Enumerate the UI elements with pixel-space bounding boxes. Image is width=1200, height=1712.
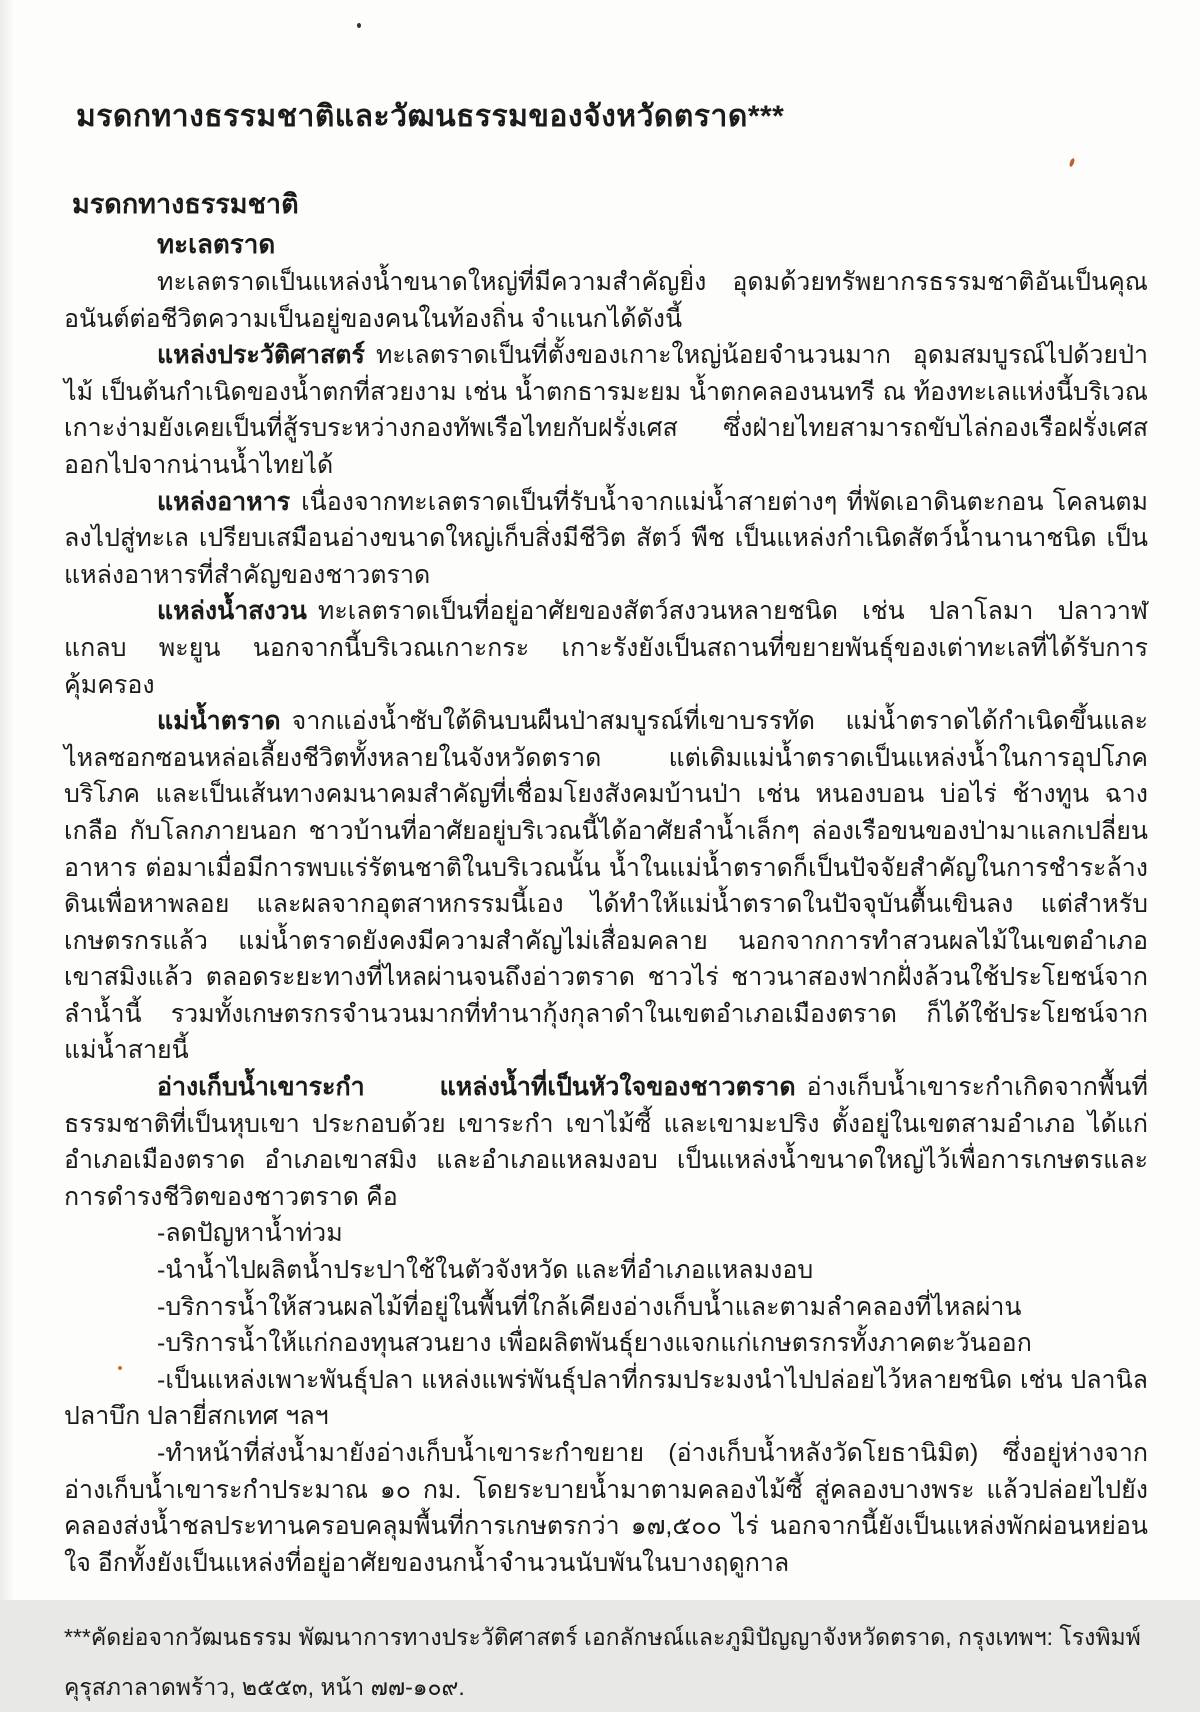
paragraph-lead: แหล่งอาหาร bbox=[157, 487, 291, 516]
scan-edge-shadow bbox=[0, 0, 14, 1600]
paragraph-text: ทะเลตราดเป็นแหล่งน้ำขนาดใหญ่ที่มีความสำคัญยิ่ง อุดมด้วยทรัพยากรธรรมชาติอันเป็นคุณอนันต์ต่อชีวิตความเป็นอยู่ของคนในท้องถิ่น จำแนกได้ดังนี้ bbox=[64, 268, 1148, 333]
paragraph-protected-species bbox=[64, 593, 1148, 703]
list-item-flood-reduction: -ลดปัญหาน้ำท่วม bbox=[157, 1219, 343, 1248]
paragraph-text: อ่างเก็บน้ำเขาระกำเกิดจากพื้นที่ธรรมชาติที่เป็นหุบเขา ประกอบด้วย เขาระกำ เขาไม้ซี้ และเขามะปริง ตั้งอยู่ในเขตสามอำเภอ ได้แก่ อำเภอเมืองตราด อำเภอเขาสมิง และอำเภอแหลมงอบ เป็นแหล่งน้ำขนาดใหญ่ไว้เพื่อการเกษตรและการดำรงชีวิตของชาวตราด คือ bbox=[64, 1073, 1148, 1211]
section-heading-natural-heritage: มรดกทางธรรมชาติ bbox=[72, 189, 299, 219]
paragraph-text: ทะเลตราดเป็นที่อยู่อาศัยของสัตว์สงวนหลายชนิด เช่น ปลาโลมา ปลาวาฬแกลบ พะยูน นอกจากนี้บริเวณเกาะกระ เกาะรังยังเป็นสถานที่ขยายพันธุ์ของเต่าทะเลที่ได้รับการคุ้มครอง bbox=[64, 597, 1148, 699]
paragraph-food-source bbox=[64, 484, 1148, 594]
paragraph-text: ทะเลตราดเป็นที่ตั้งของเกาะใหญ่น้อยจำนวนมาก อุดมสมบูรณ์ไปด้วยป่าไม้ เป็นต้นกำเนิดของน้ำตกที่สวยงาม เช่น น้ำตกธารมะยม น้ำตกคลองนนทรี ณ ท้องทะเลแห่งนี้บริเวณเกาะง่ามยังเคยเป็นที่สู้รบระหว่างกองทัพเรือไทยกับฝรั่งเศส ซึ่งฝ่ายไทยสามารถขับไล่กองเรือฝรั่งเศสออกไปจากน่านน้ำไทยได้ bbox=[64, 341, 1148, 479]
document-title: มรดกทางธรรมชาติและวัฒนธรรมของจังหวัดตราด*** bbox=[76, 100, 785, 133]
source-footnote: ***คัดย่อจากวัฒนธรรม พัฒนาการทางประวัติศาสตร์ เอกลักษณ์และภูมิปัญญาจังหวัดตราด, กรุงเทพฯ: โรงพิมพ์คุรุสภาลาดพร้าว, ๒๕๕๓, หน้า ๗๗-๑๐๙. bbox=[64, 1624, 1141, 1701]
list-item-fish-breeding: -เป็นแหล่งเพาะพันธุ์ปลา แหล่งแพร่พันธุ์ปลาที่กรมประมงนำไปปล่อยไว้หลายชนิด เช่น ปลานิล ปลาบึก ปลายี่สกเทศ ฯลฯ bbox=[64, 1365, 1148, 1431]
list-item-rubber-fund-water: -บริการน้ำให้แก่กองทุนสวนยาง เพื่อผลิตพันธุ์ยางแจกแก่เกษตรกรทั้งภาคตะวันออก bbox=[157, 1329, 1032, 1358]
paragraph-trat-river bbox=[64, 703, 1148, 1069]
list-item-water-transfer: -ทำหน้าที่ส่งน้ำมายังอ่างเก็บน้ำเขาระกำขยาย (อ่างเก็บน้ำหลังวัดโยธานิมิต) ซึ่งอยู่ห่างจากอ่างเก็บน้ำเขาระกำประมาณ ๑๐ กม. โดยระบายน้ำมาตามคลองไม้ซี้ สู่คลองบางพระ แล้วปล่อยไปยังคลองส่งน้ำชลประทานครอบคลุมพื้นที่การเกษตรกว่า ๑๗,๕๐๐ ไร่ นอกจากนี้ยังเป็นแหล่งพักผ่อนหย่อนใจ อีกทั้งยังเป็นแหล่งที่อยู่อาศัยของนกน้ำจำนวนนับพันในบางฤดูกาล bbox=[64, 1439, 1148, 1577]
paragraph-text: เนื่องจากทะเลตราดเป็นที่รับน้ำจากแม่น้ำสายต่างๆ ที่พัดเอาดินตะกอน โคลนตมลงไปสู่ทะเล เปรียบเสมือนอ่างขนาดใหญ่เก็บสิ่งมีชีวิต สัตว์ พืช เป็นแหล่งกำเนิดสัตว์น้ำนานาชนิด เป็นแหล่งอาหารที่สำคัญของชาวตราด bbox=[64, 487, 1148, 589]
paragraph-text: จากแอ่งน้ำซับใต้ดินบนผืนป่าสมบูรณ์ที่เขาบรรทัด แม่น้ำตราดได้กำเนิดขึ้นและไหลซอกซอนหล่อเลี้ยงชีวิตทั้งหลายในจังหวัดตราด แต่เดิมแม่น้ำตราดเป็นแหล่งน้ำในการอุปโภคบริโภค และเป็นเส้นทางคมนาคมสำคัญที่เชื่อมโยงสังคมบ้านป่า เช่น หนองบอน บ่อไร่ ช้างทูน ฉางเกลือ กับโลกภายนอก ชาวบ้านที่อาศัยอยู่บริเวณนี้ได้อาศัยลำน้ำเล็กๆ ล่องเรือขนของป่ามาแลกเปลี่ยนอาหาร ต่อมาเมื่อมีการพบแร่รัตนชาติในบริเวณนั้น น้ำในแม่น้ำตราดก็เป็นปัจจัยสำคัญในการชำระล้างดินเพื่อหาพลอย และผลจากอุตสาหกรรมนี้เอง ได้ทำให้แม่น้ำตราดในปัจจุบันตื้นเขินลง แต่สำหรับเกษตรกรแล้ว แม่น้ำตราดยังคงมีความสำคัญไม่เสื่อมคลาย นอกจากการทำสวนผลไม้ในเขตอำเภอเขาสมิงแล้ว ตลอดระยะทางที่ไหลผ่านจนถึงอ่าวตราด ชาวไร่ ชาวนาสองฟากฝั่งล้วนใช้ประโยชน์จากลำน้ำนี้ รวมทั้งเกษตรกรจำนวนมากที่ทำนากุ้งกุลาดำในเขตอำเภอเมืองตราด ก็ได้ใช้ประโยชน์จากแม่น้ำสายนี้ bbox=[64, 707, 1148, 1065]
paragraph-khao-rakam-reservoir bbox=[64, 1069, 1148, 1215]
scan-speck bbox=[1069, 158, 1076, 168]
paragraph-lead: อ่างเก็บน้ำเขาระกำ แหล่งน้ำที่เป็นหัวใจของชาวตราด bbox=[157, 1073, 796, 1102]
scan-speck bbox=[357, 23, 361, 28]
paragraph-lead: แหล่งประวัติศาสตร์ bbox=[157, 341, 365, 370]
paragraph-trat-sea-intro bbox=[64, 264, 1148, 337]
list-item-orchard-water: -บริการน้ำให้สวนผลไม้ที่อยู่ในพื้นที่ใกล้เคียงอ่างเก็บน้ำและตามลำคลองที่ไหลผ่าน bbox=[157, 1292, 1022, 1321]
paragraph-lead: แหล่งน้ำสงวน bbox=[157, 597, 307, 626]
list-item-tap-water: -นำน้ำไปผลิตน้ำประปาใช้ในตัวจังหวัด และที่อำเภอแหลมงอบ bbox=[157, 1256, 814, 1285]
paragraph-lead: แม่น้ำตราด bbox=[157, 707, 281, 736]
subsection-heading-trat-sea: ทะเลตราด bbox=[157, 229, 276, 259]
paragraph-historical-site bbox=[64, 337, 1148, 483]
document-body bbox=[64, 264, 1148, 1712]
